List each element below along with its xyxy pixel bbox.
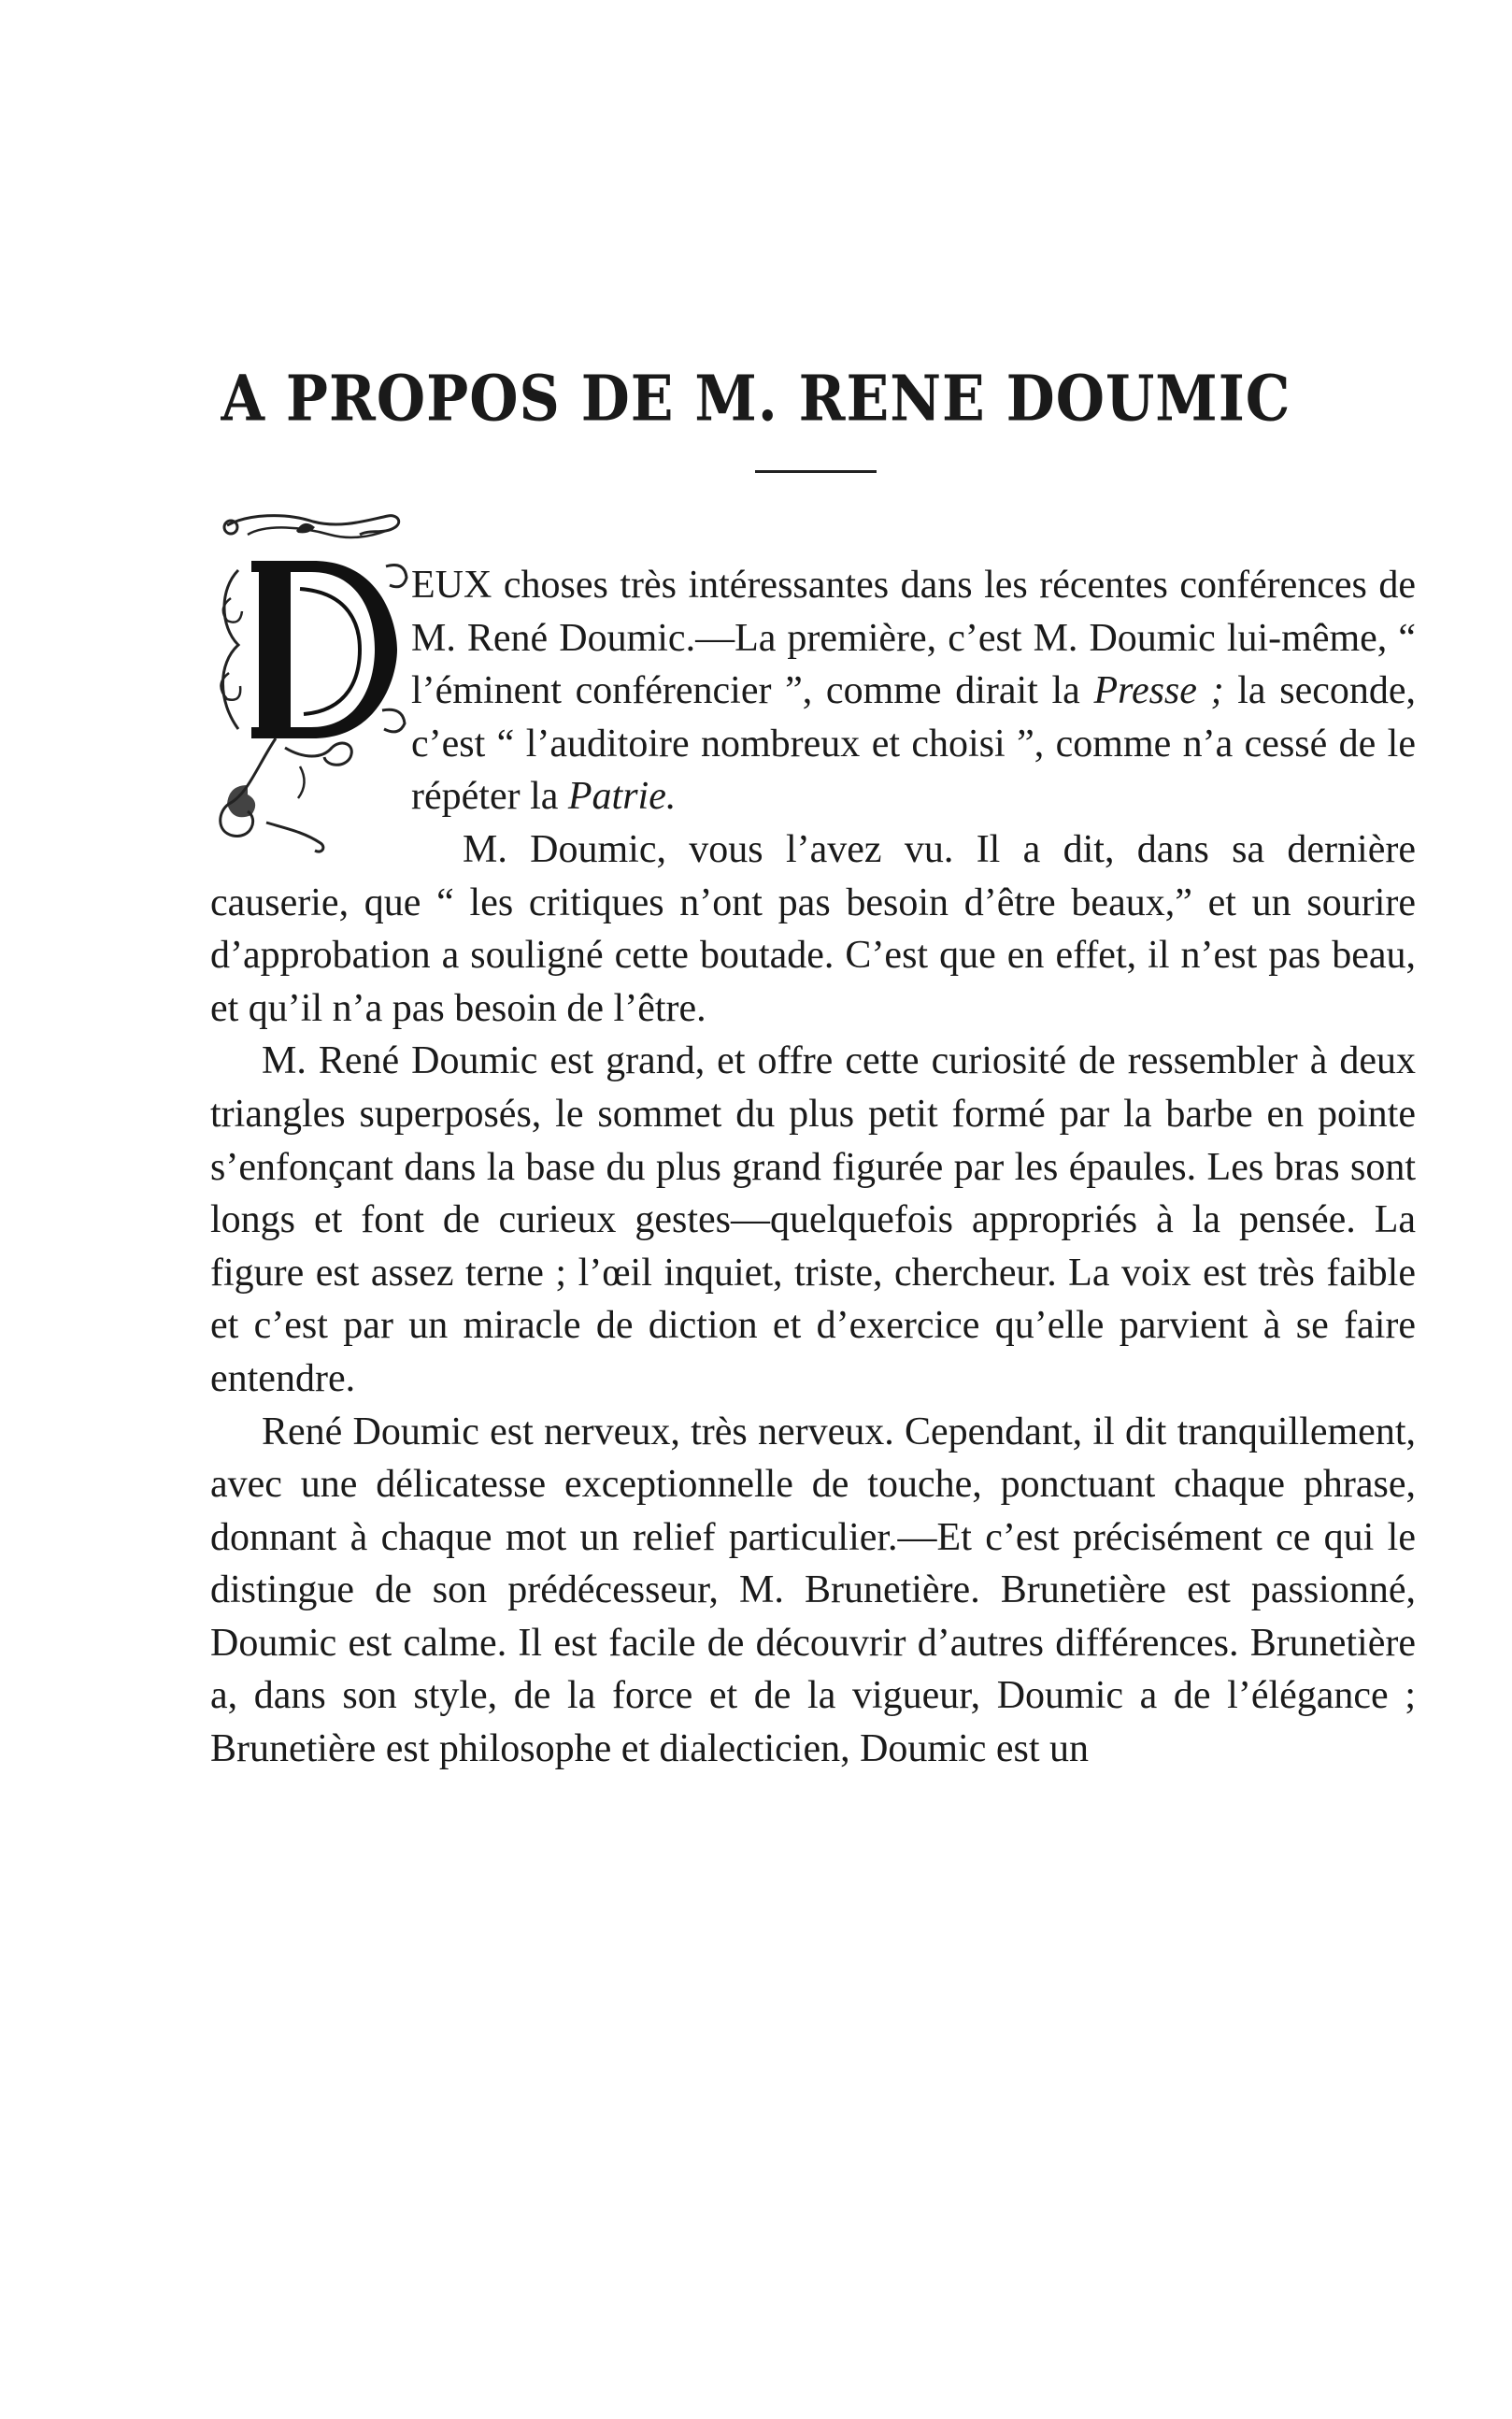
page-title: A PROPOS DE M. RENE DOUMIC bbox=[221, 362, 1291, 437]
paragraph-1-text-cont: la seconde, c’est “ l’auditoire nombreux et choisi ”, comme n’a cessé de le répéter la bbox=[411, 669, 1416, 819]
paragraph-3: M. René Doumic est grand, et offre cette curiosité de ressembler à deux triangles superposés, le sommet du plus petit formé par la barbe en pointe s’enfonçant dans la base du plus grand figurée par les épaules. Les bras sont longs et font de curieux gestes—quelquefois appropriés à la pensée. La figure est assez terne ; l’œil inquiet, triste, chercheur. La voix est très faible et c’est par un miracle de diction et d’exercice qu’elle parvient à se faire entendre. bbox=[210, 1039, 1416, 1400]
dropcap-space bbox=[210, 555, 411, 852]
article-body bbox=[210, 559, 1416, 1776]
paragraph-1-text: EUX choses très intéressantes dans les récentes conférences de M. René Doumic.—La première, c’est M. Doumic lui-même, “ l’éminent conférencier ”, comme dirait la bbox=[411, 564, 1416, 713]
newspaper-title-patrie: Patrie. bbox=[567, 775, 677, 819]
paragraph-2: M. Doumic, vous l’avez vu. Il a dit, dans sa dernière causerie, que “ les critiques n’ont pas besoin d’être beaux,” et un sourire d’approbation a souligné cette boutade. C’est que en effet, il n’est pas beau, et qu’il n’a pas besoin de l’être. bbox=[210, 827, 1416, 1030]
title-rule bbox=[755, 470, 877, 473]
paragraph-4: René Doumic est nerveux, très nerveux. Cependant, il dit tranquillement, avec une délicatesse exceptionnelle de touche, ponctuant chaque phrase, donnant à chaque mot un relief particulier.—Et c’est précisément ce qui le distingue de son prédécesseur, M. Brunetière. Brunetière est passionné, Doumic est calme. Il est facile de découvrir d’autres différences. Brunetière a, dans son style, de la force et de la vigueur, Doumic a de l’élégance ; Brunetière est philosophe et dialecticien, Doumic est un bbox=[210, 1410, 1416, 1771]
paragraph-1 bbox=[210, 559, 1416, 823]
newspaper-title-presse: Presse ; bbox=[1093, 669, 1224, 713]
